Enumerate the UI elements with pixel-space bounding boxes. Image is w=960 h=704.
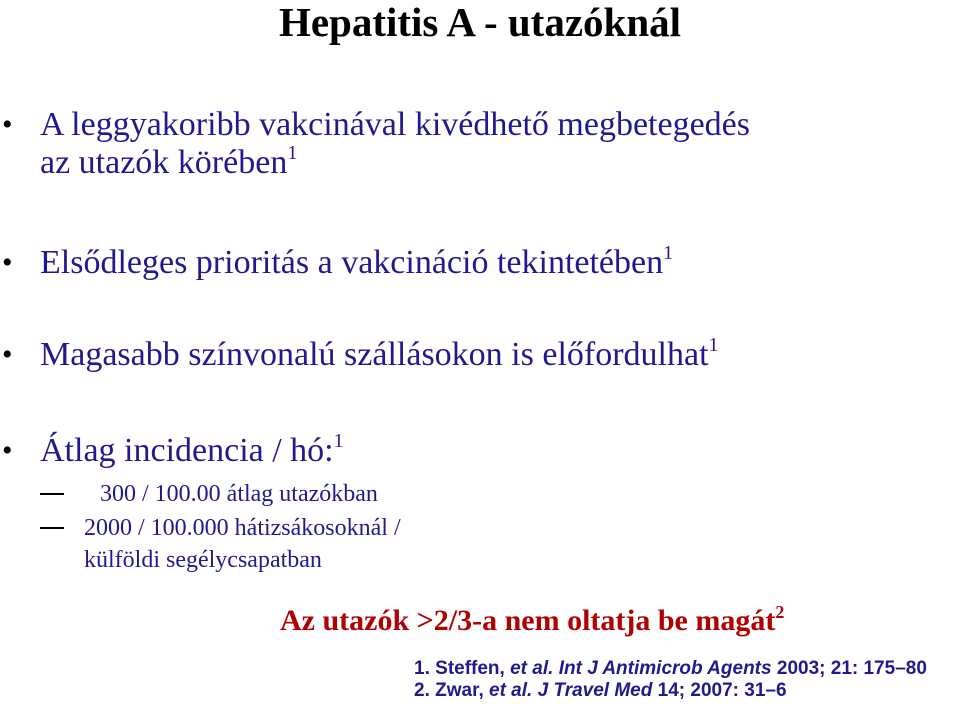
highlight-statement: Az utazók >2/3-a nem oltatja be magát$^2$ xyxy=(280,602,785,637)
bullet-dot-icon: • xyxy=(2,246,13,279)
footnote-ref: 1 xyxy=(333,430,344,452)
reference-2: 2. Zwar, et al. J Travel Med 14; 2007: 31–6 xyxy=(414,680,787,701)
bullet-3-text: Magasabb színvonalú szállásokon is előfordulhat$^1$ xyxy=(40,334,719,373)
bullet-2-text: Elsődleges prioritás a vakcináció tekintetében$^1$ xyxy=(40,242,674,281)
slide-title: Hepatitis A - utazóknál xyxy=(278,0,682,45)
bullet-4-text: Átlag incidencia / hó:$^1$ xyxy=(40,430,344,469)
footnote-ref: 1 xyxy=(287,142,298,164)
subitem-2-line1: 2000 / 100.000 hátizsákosoknál / xyxy=(84,515,401,541)
subitem-2-line2: külföldi segélycsapatban xyxy=(84,547,322,573)
dash-icon xyxy=(40,527,64,529)
bullet-dot-icon: • xyxy=(2,338,13,371)
subitem-1: 300 / 100.00 átlag utazókban xyxy=(100,481,378,507)
bullet-dot-icon: • xyxy=(2,108,13,141)
footnote-ref: 1 xyxy=(663,242,674,264)
bullet-1-line2: az utazók körében$^1$ xyxy=(40,142,298,181)
dash-icon xyxy=(40,493,64,495)
reference-1: 1. Steffen, et al. Int J Antimicrob Agents 2003; 21: 175–80 xyxy=(414,658,927,679)
footnote-ref: 1 xyxy=(708,334,719,356)
bullet-1-line1: A leggyakoribb vakcinával kivédhető megbetegedés xyxy=(40,106,750,143)
footnote-ref: 2 xyxy=(775,602,785,622)
bullet-dot-icon: • xyxy=(2,434,13,467)
